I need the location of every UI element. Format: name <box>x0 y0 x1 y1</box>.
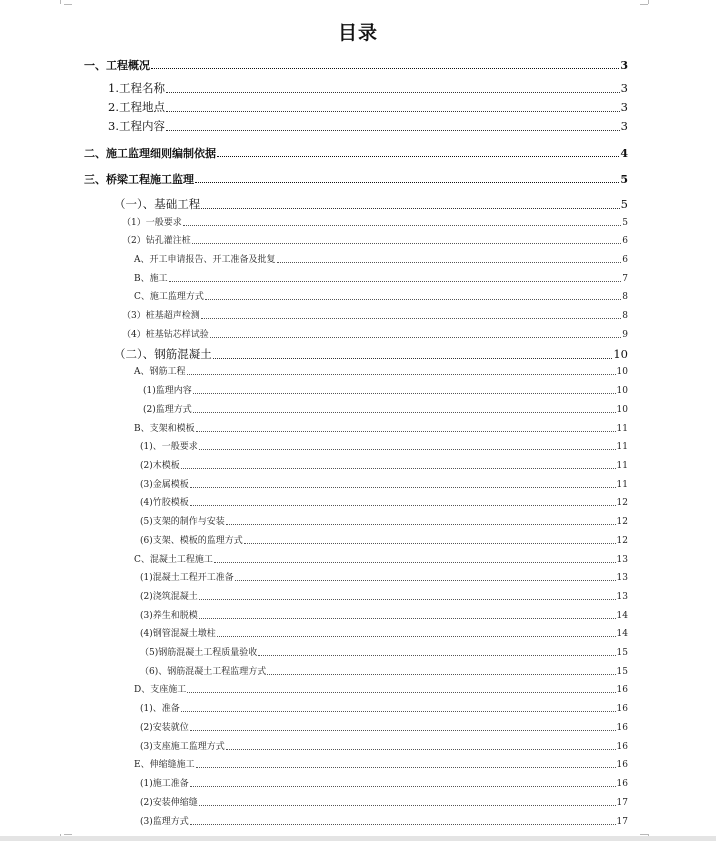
toc-leader-dots <box>166 92 620 93</box>
toc-leader-dots <box>277 262 622 263</box>
toc-entry-text: (4)钢管混凝土墩柱 <box>140 629 216 639</box>
toc-leader-dots <box>183 225 622 226</box>
toc-page-number: 12 <box>616 517 628 527</box>
toc-entry-text: C、混凝土工程施工 <box>134 555 213 565</box>
toc-entry-text: 1.工程名称 <box>108 81 165 95</box>
toc-entry[interactable] <box>134 686 628 695</box>
toc-leader-dots <box>199 805 616 806</box>
page-gap <box>0 836 716 841</box>
toc-leader-dots <box>151 68 619 69</box>
toc-entry[interactable] <box>134 761 628 770</box>
toc-entry-text: (2)浇筑混凝土 <box>140 592 198 602</box>
toc-entry[interactable] <box>140 818 628 827</box>
toc-leader-dots <box>196 767 616 768</box>
toc-entry-text: B、支架和模板 <box>134 424 195 434</box>
toc-entry[interactable] <box>122 331 628 340</box>
toc-leader-dots <box>258 655 615 656</box>
margin-mark-top-left-h <box>64 4 72 5</box>
toc-entry-text: 2.工程地点 <box>108 100 165 114</box>
toc-leader-dots <box>213 358 613 359</box>
toc-entry-text: (2)监理方式 <box>143 405 192 415</box>
margin-mark-bottom-right-h <box>640 834 648 835</box>
toc-leader-dots <box>195 182 619 183</box>
toc-page-number: 16 <box>616 779 628 789</box>
toc-entry-text: (2)安装就位 <box>140 723 189 733</box>
toc-page-number: 14 <box>616 611 628 621</box>
toc-entry-text: (1)监理内容 <box>143 386 192 396</box>
toc-entry-text: (3)金属模板 <box>140 480 189 490</box>
toc-entry[interactable] <box>108 121 628 133</box>
toc-page-number: 10 <box>616 367 628 377</box>
toc-entry-text: (6)支架、模板的监理方式 <box>140 536 243 546</box>
toc-leader-dots <box>205 299 621 300</box>
toc-entry[interactable] <box>140 462 628 471</box>
page-title: 目录 <box>337 22 378 44</box>
toc-page-number: 16 <box>616 704 628 714</box>
toc-leader-dots <box>199 449 616 450</box>
toc-entry-text: （一）、基础工程 <box>114 197 201 211</box>
toc-entry[interactable] <box>140 743 628 752</box>
toc-entry[interactable] <box>134 275 628 284</box>
toc-leader-dots <box>210 337 622 338</box>
toc-leader-dots <box>190 730 616 731</box>
toc-entry-text: C、施工监理方式 <box>134 292 204 302</box>
margin-mark-top-right <box>648 0 649 4</box>
toc-page-number: 16 <box>616 760 628 770</box>
toc-entry[interactable] <box>108 102 628 114</box>
toc-entry[interactable] <box>140 443 628 452</box>
toc-entry-text: (3)监理方式 <box>140 817 189 827</box>
toc-entry[interactable] <box>143 406 628 415</box>
toc-leader-dots <box>267 674 615 675</box>
margin-mark-bottom-left-h <box>64 834 72 835</box>
toc-page-number: 11 <box>616 442 628 452</box>
toc-leader-dots <box>244 543 616 544</box>
toc-leader-dots <box>199 599 616 600</box>
toc-entry[interactable] <box>114 349 628 361</box>
toc-entry[interactable] <box>140 593 628 602</box>
toc-entry-text: (1)、准备 <box>140 704 180 714</box>
toc-entry[interactable] <box>84 174 628 185</box>
toc-page-number: 9 <box>622 330 628 340</box>
toc-page-number: 5 <box>620 197 628 211</box>
toc-page-number: 5 <box>620 173 628 186</box>
toc-entry-text: (1)混凝土工程开工准备 <box>140 573 234 583</box>
toc-entry[interactable] <box>134 556 628 565</box>
toc-entry[interactable] <box>108 83 628 95</box>
toc-leader-dots <box>226 524 616 525</box>
toc-page-number: 10 <box>616 405 628 415</box>
toc-entry-text: （二）、钢筋混凝土 <box>114 347 212 361</box>
toc-page-number: 13 <box>616 592 628 602</box>
toc-entry-text: B、施工 <box>134 274 168 284</box>
toc-page-number: 10 <box>616 386 628 396</box>
toc-entry[interactable] <box>114 199 628 211</box>
toc-entry[interactable] <box>140 537 628 546</box>
toc-leader-dots <box>196 431 616 432</box>
toc-page-number: 8 <box>622 311 628 321</box>
toc-page-number: 15 <box>616 667 628 677</box>
toc-leader-dots <box>235 580 616 581</box>
toc-page-number: 15 <box>616 648 628 658</box>
toc-leader-dots <box>199 618 616 619</box>
toc-page-number: 10 <box>613 347 628 361</box>
toc-leader-dots <box>181 711 616 712</box>
toc-page-number: 3 <box>620 100 628 114</box>
toc-entry[interactable] <box>140 630 628 639</box>
toc-page-number: 16 <box>616 742 628 752</box>
toc-page-number: 14 <box>616 629 628 639</box>
toc-entry[interactable] <box>140 518 628 527</box>
toc-leader-dots <box>190 505 616 506</box>
toc-page-number: 6 <box>622 236 628 246</box>
toc-leader-dots <box>201 208 619 209</box>
margin-mark-top-left <box>60 0 61 4</box>
toc-leader-dots <box>187 692 615 693</box>
toc-entry-text: (1)施工准备 <box>140 779 189 789</box>
toc-leader-dots <box>166 111 620 112</box>
toc-leader-dots <box>217 156 619 157</box>
toc-page-number: 11 <box>616 424 628 434</box>
toc-entry-text: （1）一般要求 <box>122 218 182 228</box>
toc-entry-text: 二、施工监理细则编制依据 <box>84 147 216 160</box>
toc-entry[interactable] <box>140 481 628 490</box>
toc-entry-text: 三、桥梁工程施工监理 <box>84 173 194 186</box>
toc-entry-text: E、伸缩缝施工 <box>134 760 195 770</box>
toc-entry[interactable] <box>140 649 628 658</box>
toc-entry-text: A、钢筋工程 <box>134 367 186 377</box>
toc-entry-text: (3)支座施工监理方式 <box>140 742 225 752</box>
toc-entry-text: 一、工程概况 <box>84 59 150 72</box>
toc-entry-text: A、开工申请报告、开工准备及批复 <box>134 255 276 265</box>
toc-page-number: 13 <box>616 555 628 565</box>
toc-entry-text: (5)支架的制作与安装 <box>140 517 225 527</box>
toc-page-number: 16 <box>616 723 628 733</box>
toc-leader-dots <box>190 487 616 488</box>
toc-page-number: 4 <box>620 147 628 160</box>
toc-page-number: 17 <box>616 798 628 808</box>
toc-leader-dots <box>192 243 622 244</box>
toc-entry[interactable] <box>84 60 628 71</box>
toc-leader-dots <box>214 562 616 563</box>
toc-entry[interactable] <box>134 425 628 434</box>
toc-entry[interactable] <box>122 219 628 228</box>
toc-page-number: 3 <box>620 59 628 72</box>
toc-entry-text: 3.工程内容 <box>108 119 165 133</box>
toc-leader-dots <box>190 786 616 787</box>
toc-entry-text: (2)木模板 <box>140 461 180 471</box>
toc-entry[interactable] <box>134 368 628 377</box>
toc-page-number: 12 <box>616 536 628 546</box>
toc-entry[interactable] <box>140 780 628 789</box>
toc-page-number: 7 <box>622 274 628 284</box>
toc-leader-dots <box>187 374 616 375</box>
toc-entry[interactable] <box>140 499 628 508</box>
toc-entry[interactable] <box>122 237 628 246</box>
toc-entry[interactable] <box>140 668 628 677</box>
toc-entry[interactable] <box>140 705 628 714</box>
toc-page-number: 17 <box>616 817 628 827</box>
toc-leader-dots <box>217 636 616 637</box>
toc-entry-text: D、支座施工 <box>134 685 187 695</box>
toc-entry[interactable] <box>122 312 628 321</box>
toc-entry-text: （3）桩基超声检测 <box>122 311 200 321</box>
toc-leader-dots <box>226 749 616 750</box>
toc-entry-text: （2）钻孔灌注桩 <box>122 236 191 246</box>
margin-mark-top-right-h <box>640 4 648 5</box>
toc-entry[interactable] <box>140 574 628 583</box>
toc-leader-dots <box>181 468 616 469</box>
toc-entry-text: (4)竹胶模板 <box>140 498 189 508</box>
toc-entry-text: （5)钢筋混凝土工程质量验收 <box>140 648 258 658</box>
toc-entry-text: (2)安装伸缩缝 <box>140 798 198 808</box>
toc-leader-dots <box>201 318 622 319</box>
toc-entry[interactable] <box>140 724 628 733</box>
toc-leader-dots <box>169 281 622 282</box>
toc-page-number: 5 <box>622 218 628 228</box>
toc-page-number: 8 <box>622 292 628 302</box>
toc-page-number: 12 <box>616 498 628 508</box>
toc-entry[interactable] <box>140 799 628 808</box>
toc-page-number: 3 <box>620 81 628 95</box>
toc-entry-text: （6)、钢筋混凝土工程监理方式 <box>140 667 267 677</box>
toc-page-number: 13 <box>616 573 628 583</box>
toc-page-number: 6 <box>622 255 628 265</box>
toc-entry[interactable] <box>84 148 628 159</box>
toc-leader-dots <box>166 130 620 131</box>
toc-leader-dots <box>193 393 616 394</box>
toc-page-number: 3 <box>620 119 628 133</box>
toc-entry[interactable] <box>140 612 628 621</box>
toc-leader-dots <box>193 412 616 413</box>
toc-leader-dots <box>190 824 616 825</box>
toc-entry-text: (3)养生和脱模 <box>140 611 198 621</box>
toc-page-number: 11 <box>616 461 628 471</box>
toc-page-number: 11 <box>616 480 628 490</box>
toc-entry-text: (1)、一般要求 <box>140 442 198 452</box>
toc-entry[interactable] <box>134 293 628 302</box>
toc-entry-text: （4）桩基钻芯样试验 <box>122 330 209 340</box>
toc-entry[interactable] <box>134 256 628 265</box>
toc-entry[interactable] <box>143 387 628 396</box>
toc-page-number: 16 <box>616 685 628 695</box>
